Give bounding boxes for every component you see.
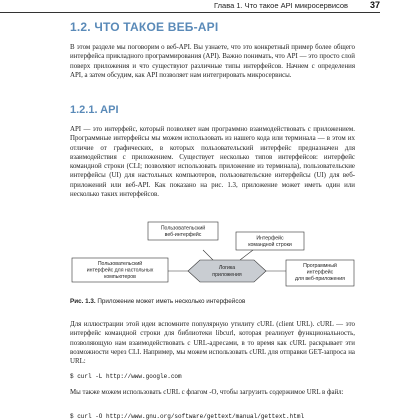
cli-label-line1: Интерфейс — [256, 235, 284, 242]
curl-paragraph: Для иллюстрации этой идеи вспомните популярную утилиту cURL (client URL). cURL — это интерфейс командной строки для библиотеки libcurl, которая реализует функциональность, позволяющую нам взаимодействовать с URL-адресами, в то время как cURL раскрывает эти возможности через CLI. Например, мы можем использовать cURL для отправки GET-запроса на URL: — [70, 321, 355, 366]
subsection-heading: 1.2.1. API — [70, 104, 119, 116]
chapter-title: Глава 1. Что такое API микросервисов — [214, 1, 348, 10]
interfaces-diagram — [68, 220, 358, 295]
cli-box — [236, 232, 304, 250]
desktop-ui-label-line3: компьютеров — [104, 274, 136, 280]
code-example-get: $ curl -L http://www.google.com — [70, 373, 182, 380]
web-api-label-line3: для веб-приложения — [295, 276, 345, 282]
cli-label-line2: командной строки — [248, 242, 292, 248]
section-heading: 1.2. ЧТО ТАКОЕ ВЕБ-API — [70, 20, 219, 34]
code-example-download: $ curl -O http://www.gnu.org/software/gettext/manual/gettext.html — [70, 413, 305, 420]
running-header — [0, 0, 420, 16]
figure-caption — [70, 298, 245, 305]
page-number: 37 — [369, 0, 380, 10]
app-logic-label-line2: приложения — [212, 272, 242, 278]
desktop-ui-box — [72, 258, 168, 282]
desktop-ui-label-line1: Пользовательский — [97, 261, 143, 267]
web-api-label-line1: Программный — [303, 263, 337, 269]
intro-paragraph: В этом разделе мы поговорим о веб-API. Вы узнаете, что это конкретный пример более общего интерфейса прикладного программирования (API). Важно понимать, что API — это просто слой поверх приложения и что существуют различные типы интерфейсов. Начнем с определения API, а затем обсудим, как API позволяет нам интегрировать микросервисы. — [70, 44, 355, 79]
figure-caption-text: Приложение может иметь несколько интерфейсов — [95, 298, 246, 305]
desktop-ui-label-line2: интерфейс для настольных — [86, 267, 154, 274]
api-paragraph: API — это интерфейс, который позволяет нам программно взаимодействовать с приложением. Программные интерфейсы мы можем использовать из нашего кода или терминала — в этом их отличие от графических, в которых пользовательский интерфейс предназначен для взаимодействия с приложением. Существует несколько типов интерфейсов: интерфейс командной строки (CLI; позволяют использовать приложение из терминала), пользовательские интерфейсы (UI) для настольных компьютеров, пользовательские интерфейсы (UI) для веб-приложений или веб-API. Как показано на рис. 1.3, приложение может иметь один или несколько таких интерфейсов. — [70, 126, 355, 199]
web-ui-label-line1: Пользовательский — [160, 225, 206, 232]
web-api-label-line2: интерфейс — [306, 269, 334, 276]
figure-caption-label: Рис. 1.3. — [70, 298, 96, 305]
app-logic-label-line1: Логика — [218, 265, 236, 271]
web-api-box — [286, 260, 354, 286]
web-ui-box — [148, 222, 218, 240]
web-ui-label-line2: веб-интерфейс — [164, 232, 202, 238]
download-paragraph: Мы также можем использовать cURL с флагом -O, чтобы загрузить содержимое URL в файл: — [70, 389, 344, 396]
app-logic-hexagon — [188, 260, 266, 282]
